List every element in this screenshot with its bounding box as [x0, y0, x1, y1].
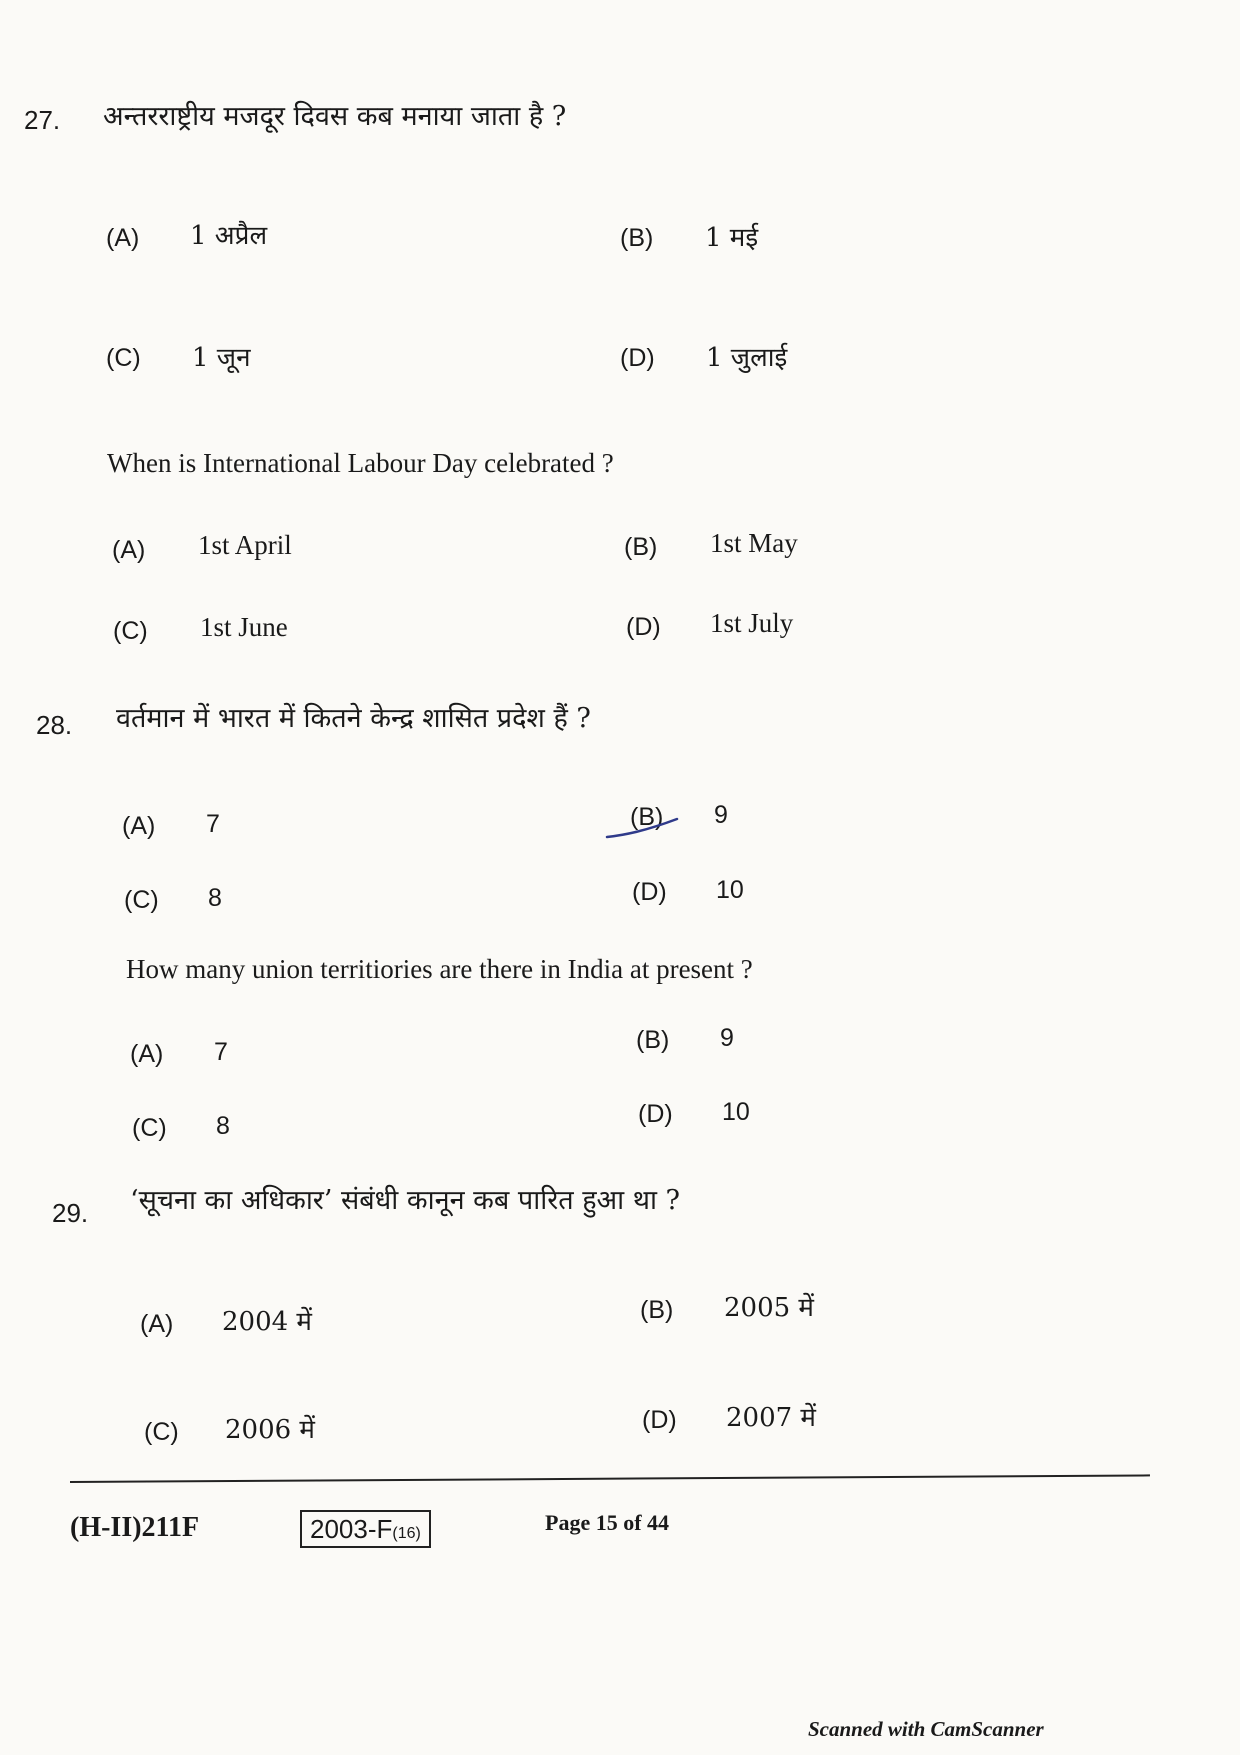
q28-en-option-b-label: (B): [636, 1026, 670, 1054]
scanner-watermark: Scanned with CamScanner: [808, 1717, 1044, 1741]
q28-en-option-d-value: 10: [722, 1098, 750, 1126]
q28-hi-option-d-label: (D): [632, 878, 667, 906]
q27-en-option-d-value: 1st July: [710, 608, 794, 638]
q27-en-option-d-label: (D): [626, 613, 661, 641]
question-28-hindi-text: वर्तमान में भारत में कितने केन्द्र शासित प्रदेश हैं ?: [116, 703, 591, 734]
q28-en-option-c-value: 8: [216, 1112, 230, 1140]
q27-hi-option-b-value: 1 मई: [705, 223, 759, 253]
question-29-hindi-text: ‘सूचना का अधिकार’ संबंधी कानून कब पारित हुआ था ?: [130, 1185, 681, 1216]
q27-en-option-a-label: (A): [112, 536, 146, 564]
question-27-english-text: When is International Labour Day celebrated ?: [107, 448, 614, 478]
q28-en-option-a-value: 7: [214, 1038, 228, 1066]
q28-en-option-b-value: 9: [720, 1024, 734, 1052]
set-code-box: [300, 1510, 431, 1548]
q28-hi-option-b-value: 9: [714, 801, 728, 829]
paper-code: (H-II)211F: [70, 1512, 200, 1543]
q27-en-option-b-value: 1st May: [710, 528, 798, 558]
q28-en-option-d-label: (D): [638, 1100, 673, 1128]
q28-hi-option-d-value: 10: [716, 876, 744, 904]
q28-en-option-a-label: (A): [130, 1040, 164, 1068]
q29-hi-option-b-label: (B): [640, 1296, 674, 1324]
q28-hi-option-b-label: (B): [630, 803, 664, 831]
q27-hi-option-c-value: 1 जून: [192, 343, 251, 373]
q27-en-option-a-value: 1st April: [198, 530, 292, 560]
q27-hi-option-a-value: 1 अप्रैल: [190, 221, 268, 251]
set-code: 2003-F: [310, 1514, 393, 1544]
q28-hi-option-a-label: (A): [122, 812, 156, 840]
q27-hi-option-b-label: (B): [620, 224, 654, 252]
question-29-number: 29.: [52, 1198, 89, 1228]
q29-hi-option-a-value: 2004 में: [222, 1307, 312, 1337]
page-number: Page 15 of 44: [545, 1510, 670, 1535]
question-27-number: 27.: [24, 105, 61, 135]
q28-en-option-c-label: (C): [132, 1114, 167, 1142]
q28-hi-option-c-value: 8: [208, 884, 222, 912]
q29-hi-option-c-value: 2006 में: [225, 1415, 315, 1445]
set-code-small: (16): [392, 1525, 421, 1542]
q29-hi-option-d-label: (D): [642, 1406, 677, 1434]
q29-hi-option-a-label: (A): [140, 1310, 174, 1338]
q27-en-option-c-value: 1st June: [200, 612, 288, 642]
q27-hi-option-d-label: (D): [620, 344, 655, 372]
question-27-hindi-text: अन्तरराष्ट्रीय मजदूर दिवस कब मनाया जाता है ?: [103, 101, 567, 132]
q27-hi-option-c-label: (C): [106, 344, 141, 372]
q27-hi-option-a-label: (A): [106, 224, 140, 252]
q29-hi-option-d-value: 2007 में: [726, 1403, 816, 1433]
question-28-number: 28.: [36, 710, 73, 740]
question-28-english-text: How many union territiories are there in India at present ?: [126, 954, 753, 984]
q28-hi-option-a-value: 7: [206, 810, 220, 838]
footer-rule: [70, 1474, 1150, 1483]
q27-en-option-c-label: (C): [113, 617, 148, 645]
handwritten-tick-mark: [605, 805, 685, 845]
q29-hi-option-c-label: (C): [144, 1418, 179, 1446]
q27-en-option-b-label: (B): [624, 533, 658, 561]
q29-hi-option-b-value: 2005 में: [724, 1293, 814, 1323]
q27-hi-option-d-value: 1 जुलाई: [706, 343, 788, 373]
q28-hi-option-c-label: (C): [124, 886, 159, 914]
